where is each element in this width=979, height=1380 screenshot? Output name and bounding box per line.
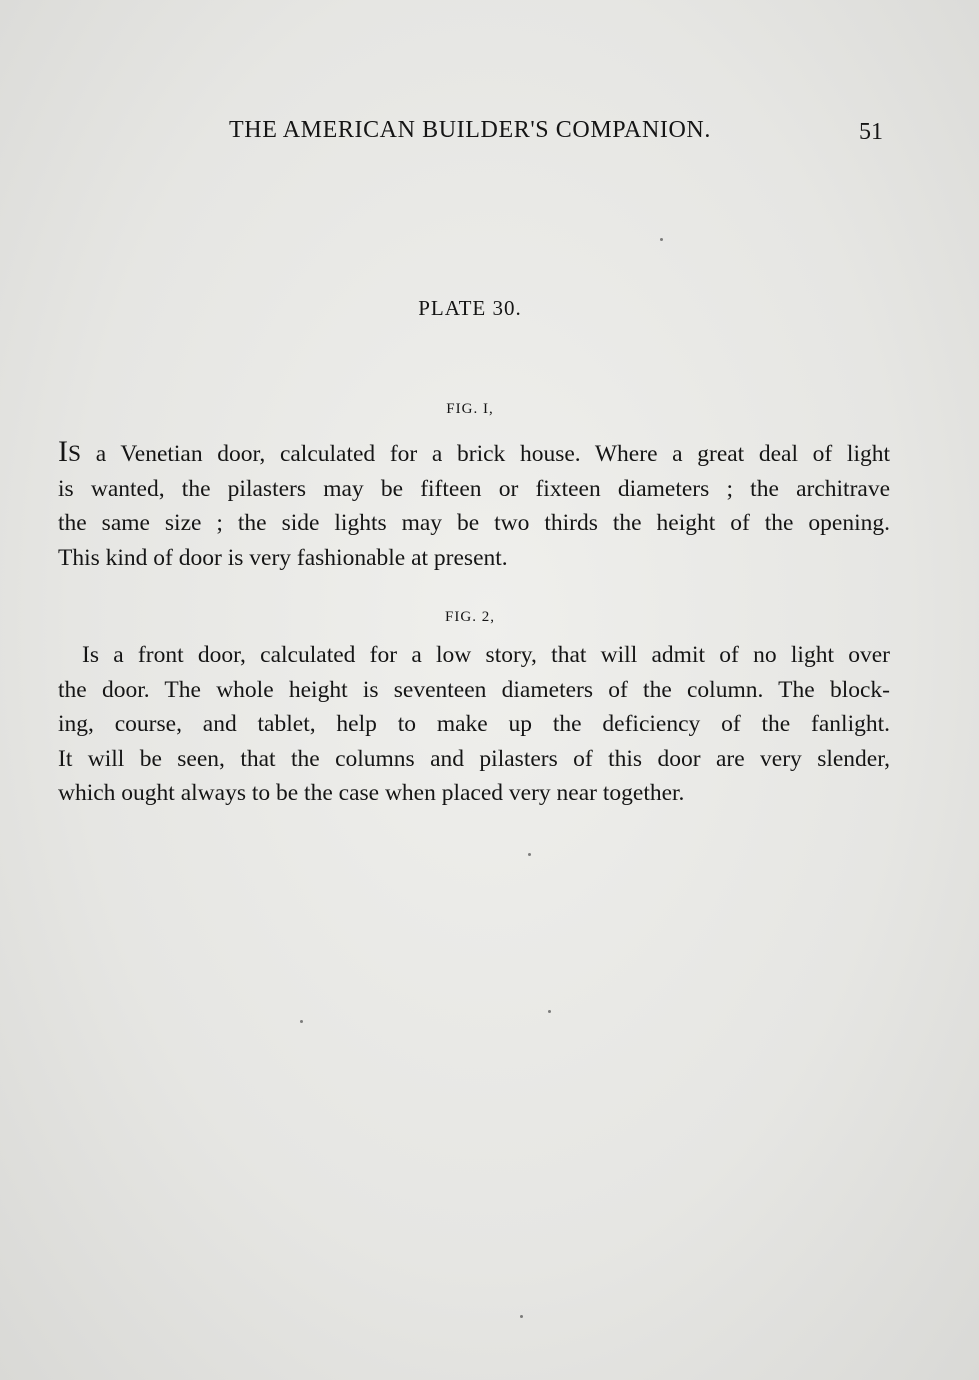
fig-1-line-2: is wanted, the pilasters may be fifteen or fixteen diameters ; the architrave bbox=[58, 475, 890, 502]
fig-1-line-1-text: S a Venetian door, calculated for a brick house. Where a great deal of light bbox=[68, 441, 890, 467]
paper-speck bbox=[300, 1020, 303, 1023]
fig-2-line-2: the door. The whole height is seventeen diameters of the column. The block- bbox=[58, 676, 890, 703]
page-number: 51 bbox=[859, 119, 883, 145]
fig-2-line-5: which ought always to be the case when placed very near together. bbox=[58, 780, 685, 806]
drop-cap: I bbox=[58, 435, 68, 468]
fig-1-line-4: This kind of door is very fashionable at present. bbox=[58, 544, 508, 571]
fig-2-paragraph bbox=[58, 638, 890, 811]
paper-speck bbox=[520, 1315, 523, 1318]
fig-1-line-3: the same size ; the side lights may be two thirds the height of the opening. bbox=[58, 510, 890, 536]
paper-speck bbox=[660, 238, 663, 241]
fig-2-line-1: Is a front door, calculated for a low story, that will admit of no light over bbox=[82, 642, 890, 668]
plate-title: PLATE 30. bbox=[418, 296, 522, 320]
fig-2-line-3: ing, course, and tablet, help to make up the deficiency of the fanlight. bbox=[58, 711, 890, 737]
running-head bbox=[0, 113, 979, 153]
fig-2-line-4: It will be seen, that the columns and pilasters of this door are very slender, bbox=[58, 745, 890, 772]
fig-1-paragraph bbox=[58, 435, 890, 575]
running-title: THE AMERICAN BUILDER'S COMPANION. bbox=[229, 117, 711, 143]
paper-speck bbox=[528, 853, 531, 856]
fig-2-heading: FIG. 2, bbox=[445, 609, 495, 625]
paper-speck bbox=[548, 1010, 551, 1013]
fig-1-line-1 bbox=[58, 435, 890, 472]
fig-1-heading: FIG. I, bbox=[446, 401, 494, 417]
